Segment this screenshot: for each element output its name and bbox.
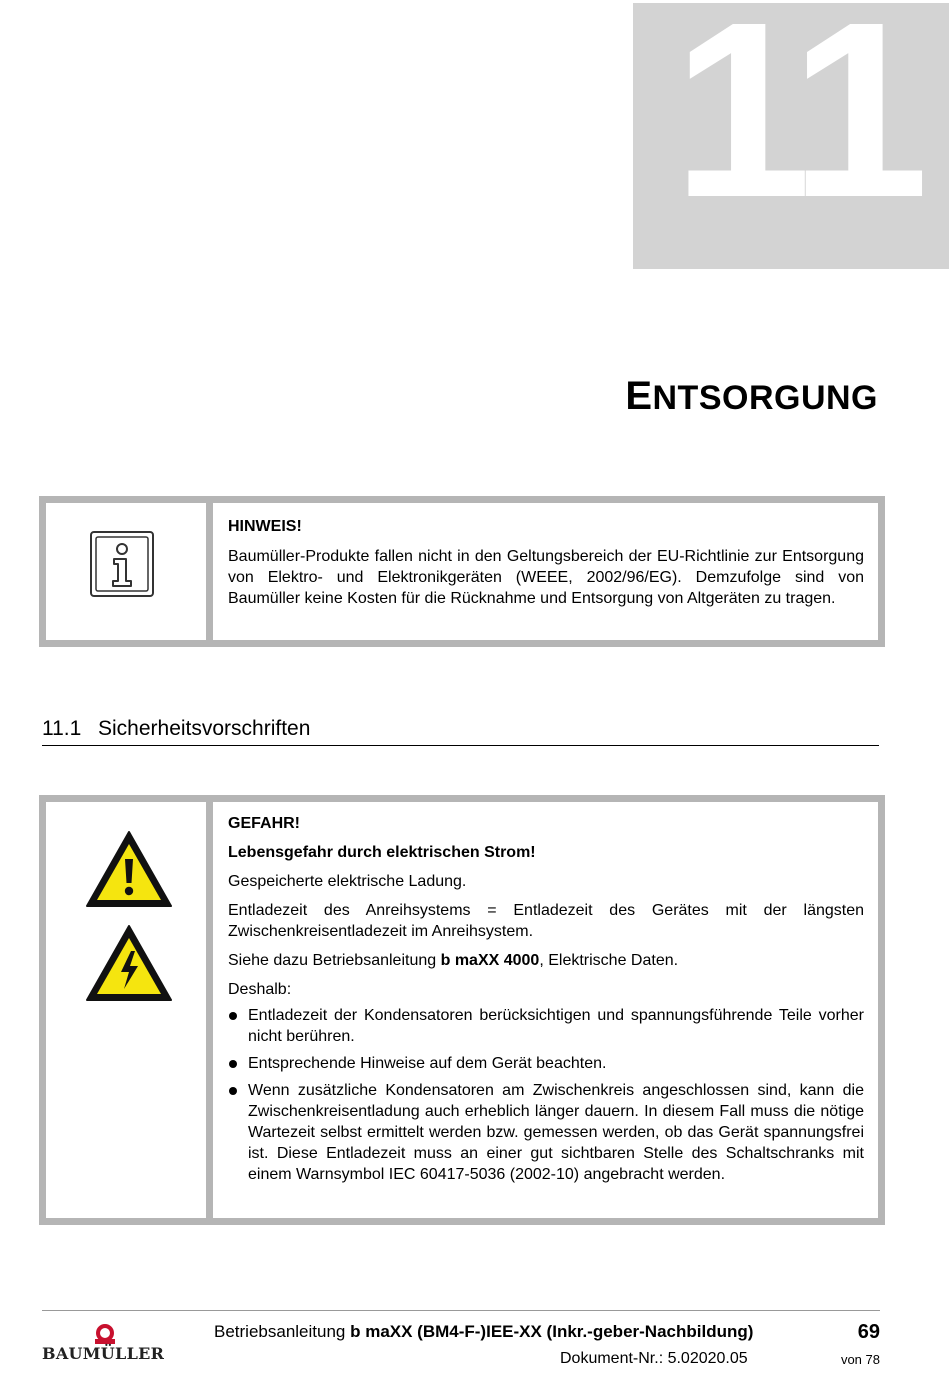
notice-icon-cell <box>46 503 213 640</box>
notice-box <box>39 496 885 647</box>
chapter-number: 11 <box>672 3 921 249</box>
chapter-title-rest: NTSORGUNG <box>652 379 878 417</box>
chapter-title <box>625 374 878 419</box>
danger-therefore: Deshalb: <box>228 981 292 998</box>
logo-mark-icon <box>92 1324 118 1344</box>
danger-line-3 <box>228 950 864 971</box>
document-number: Dokument-Nr.: 5.02020.05 <box>560 1350 748 1367</box>
danger-heading: GEFAHR! <box>228 815 300 832</box>
list-item: Entsprechende Hinweise auf dem Gerät beachten. <box>228 1053 864 1074</box>
footer-manual-prefix: Betriebsanleitung <box>214 1322 351 1341</box>
chapter-number-block <box>633 3 949 269</box>
page-total: von 78 <box>840 1352 880 1367</box>
footer-manual-title <box>214 1322 753 1342</box>
list-item: Entladezeit der Kondensatoren berücksichtigen und spannungsführende Teile vorher nicht berühren. <box>228 1005 864 1047</box>
notice-heading: HINWEIS! <box>228 518 302 535</box>
notice-text: Baumüller-Produkte fallen nicht in den Geltungsbereich der EU-Richtlinie zur Entsorgung von Elektro- und Elektronikgeräten (WEEE, 2002/96/EG). Demzufolge sind von Baumüller keine Kosten für die Rücknahme und Entsorgung von Altgeräten zu tragen. <box>228 548 864 607</box>
info-icon <box>90 531 154 597</box>
list-item: Wenn zusätzliche Kondensatoren am Zwischenkreis angeschlossen sind, kann die Zwischenkreisentladung auch erheblich länger dauern. In diesem Fall muss die nötige Wartezeit selbst ermittelt werden bzw. gemessen werden, ob das Gerät spannungsfrei ist. Diese Entladezeit muss an einer gut sichtbaren Stelle des Schaltschranks mit einem Warnsymbol IEC 60417-5036 (2002-10) angebracht werden. <box>228 1080 864 1185</box>
logo-text: BAUMÜLLER <box>42 1344 165 1363</box>
danger-box <box>39 795 885 1225</box>
baumuller-logo <box>42 1324 166 1364</box>
general-warning-icon <box>84 829 174 909</box>
danger-icon-cell <box>46 802 213 1218</box>
danger-line-1: Gespeicherte elektrische Ladung. <box>228 873 467 890</box>
danger-line-3-product: b maXX 4000 <box>440 952 540 969</box>
danger-text-cell <box>213 802 878 1185</box>
danger-bullet-list <box>228 1005 864 1185</box>
section-number: 11.1 <box>42 717 82 740</box>
danger-line-3-prefix: Siehe dazu Betriebsanleitung <box>228 952 441 969</box>
danger-line-2: Entladezeit des Anreihsystems = Entladezeit des Gerätes mit der längsten Zwischenkreisentladezeit im Anreihsystem. <box>228 902 864 940</box>
electrical-hazard-icon <box>84 923 174 1003</box>
chapter-title-initial: E <box>625 374 653 418</box>
page-number: 69 <box>857 1321 880 1343</box>
footer-divider <box>42 1310 880 1311</box>
danger-line-3-suffix: , Elektrische Daten. <box>539 952 679 969</box>
danger-subheading: Lebensgefahr durch elektrischen Strom! <box>228 844 536 861</box>
notice-text-cell <box>213 503 878 609</box>
section-title: Sicherheitsvorschriften <box>98 717 311 740</box>
section-heading <box>42 716 879 746</box>
footer-manual-product: b maXX (BM4-F-)IEE-XX (Inkr.-geber-Nachbildung) <box>350 1322 754 1341</box>
